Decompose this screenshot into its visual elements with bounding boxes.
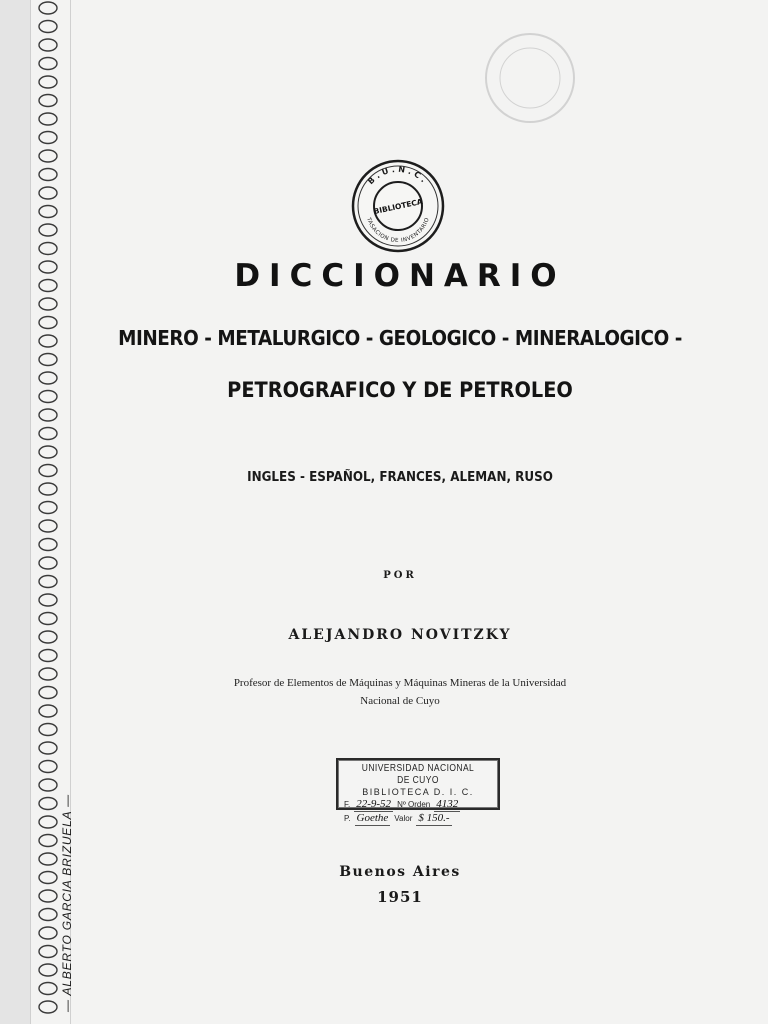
page-left-edge xyxy=(0,0,31,1024)
binding-ring xyxy=(39,58,57,70)
binding-ring xyxy=(39,280,57,292)
binding-ring xyxy=(39,187,57,199)
binding-ring xyxy=(39,964,57,976)
stamp-date-prefix: F. xyxy=(344,800,351,809)
author-affiliation xyxy=(70,674,730,710)
faint-seal-bleedthrough xyxy=(480,28,580,128)
stamp-row-2 xyxy=(344,812,492,826)
spiral-binding xyxy=(30,0,64,1024)
binding-ring xyxy=(39,631,57,643)
binding-ring xyxy=(39,687,57,699)
binding-ring xyxy=(39,668,57,680)
stamp-value-label: Valor xyxy=(394,814,413,823)
binding-ring xyxy=(39,650,57,662)
binding-ring xyxy=(39,169,57,181)
binding-ring xyxy=(39,372,57,384)
subtitle-line-2: PETROGRAFICO Y DE PETROLEO xyxy=(227,378,573,402)
binding-ring xyxy=(39,39,57,51)
binding-ring xyxy=(39,1001,57,1013)
binding-ring xyxy=(39,520,57,532)
binding-ring xyxy=(39,539,57,551)
binding-ring xyxy=(39,502,57,514)
binding-ring xyxy=(39,798,57,810)
seal-top-text: B.U.N.C. xyxy=(366,164,430,187)
stamp-value: $ 150.- xyxy=(418,812,450,824)
author-name: ALEJANDRO NOVITZKY xyxy=(288,627,512,643)
binding-ring xyxy=(39,21,57,33)
binding-ring xyxy=(39,206,57,218)
spiral-binding-rings xyxy=(30,0,64,1024)
binding-ring xyxy=(39,243,57,255)
stamp-library: BIBLIOTECA D. I. C. xyxy=(362,787,474,797)
by-label: POR xyxy=(383,570,417,581)
binding-ring xyxy=(39,742,57,754)
binding-ring xyxy=(39,354,57,366)
languages-line: INGLES - ESPAÑOL, FRANCES, ALEMAN, RUSO xyxy=(247,470,553,485)
binding-ring xyxy=(39,483,57,495)
stamp-row-1 xyxy=(344,798,492,812)
library-inventory-stamp xyxy=(336,758,500,824)
binding-ring xyxy=(39,946,57,958)
binding-ring xyxy=(39,983,57,995)
binding-ring xyxy=(39,113,57,125)
binding-ring xyxy=(39,261,57,273)
binding-ring xyxy=(39,909,57,921)
binding-ring xyxy=(39,335,57,347)
publication-city: Buenos Aires xyxy=(339,864,461,880)
binding-ring xyxy=(39,446,57,458)
stamp-order-number: 4132 xyxy=(436,798,459,810)
binding-ring xyxy=(39,835,57,847)
stamp-date: 22-9-52 xyxy=(356,798,392,810)
stamp-source-prefix: P. xyxy=(344,814,351,823)
stamp-university: UNIVERSIDAD NACIONAL DE CUYO xyxy=(361,763,475,786)
binding-ring xyxy=(39,95,57,107)
binding-ring xyxy=(39,409,57,421)
affiliation-line-1: Profesor de Elementos de Máquinas y Máquinas Mineras de la Universidad xyxy=(233,677,567,689)
binding-ring xyxy=(39,76,57,88)
binding-ring xyxy=(39,2,57,14)
seal-center-text: BIBLIOTECA xyxy=(372,196,424,217)
stamp-source: Goethe xyxy=(356,812,389,824)
binding-ring xyxy=(39,594,57,606)
binding-ring xyxy=(39,132,57,144)
library-seal xyxy=(350,158,446,254)
binding-ring xyxy=(39,391,57,403)
binding-ring xyxy=(39,705,57,717)
binding-ring xyxy=(39,298,57,310)
affiliation-line-2: Nacional de Cuyo xyxy=(360,695,440,707)
binding-ring xyxy=(39,724,57,736)
binding-ring xyxy=(39,779,57,791)
margin-handwritten-name: — ALBERTO GARCIA BRIZUELA — xyxy=(60,794,74,1012)
binding-ring xyxy=(39,816,57,828)
book-title: DICCIONARIO xyxy=(234,258,566,294)
binding-ring xyxy=(39,224,57,236)
binding-ring xyxy=(39,317,57,329)
binding-ring xyxy=(39,927,57,939)
binding-ring xyxy=(39,428,57,440)
stamp-order-label: Nº Orden xyxy=(397,800,431,809)
binding-ring xyxy=(39,557,57,569)
binding-ring xyxy=(39,872,57,884)
binding-ring xyxy=(39,613,57,625)
subtitle-line-1: MINERO - METALURGICO - GEOLOGICO - MINERALOGICO - xyxy=(118,326,682,350)
seal-bottom-text: TASACION DE INVENTARIO xyxy=(365,216,431,245)
publication-year: 1951 xyxy=(377,888,423,906)
binding-ring xyxy=(39,465,57,477)
binding-ring xyxy=(39,890,57,902)
binding-ring xyxy=(39,150,57,162)
binding-ring xyxy=(39,576,57,588)
binding-ring xyxy=(39,853,57,865)
binding-ring xyxy=(39,761,57,773)
